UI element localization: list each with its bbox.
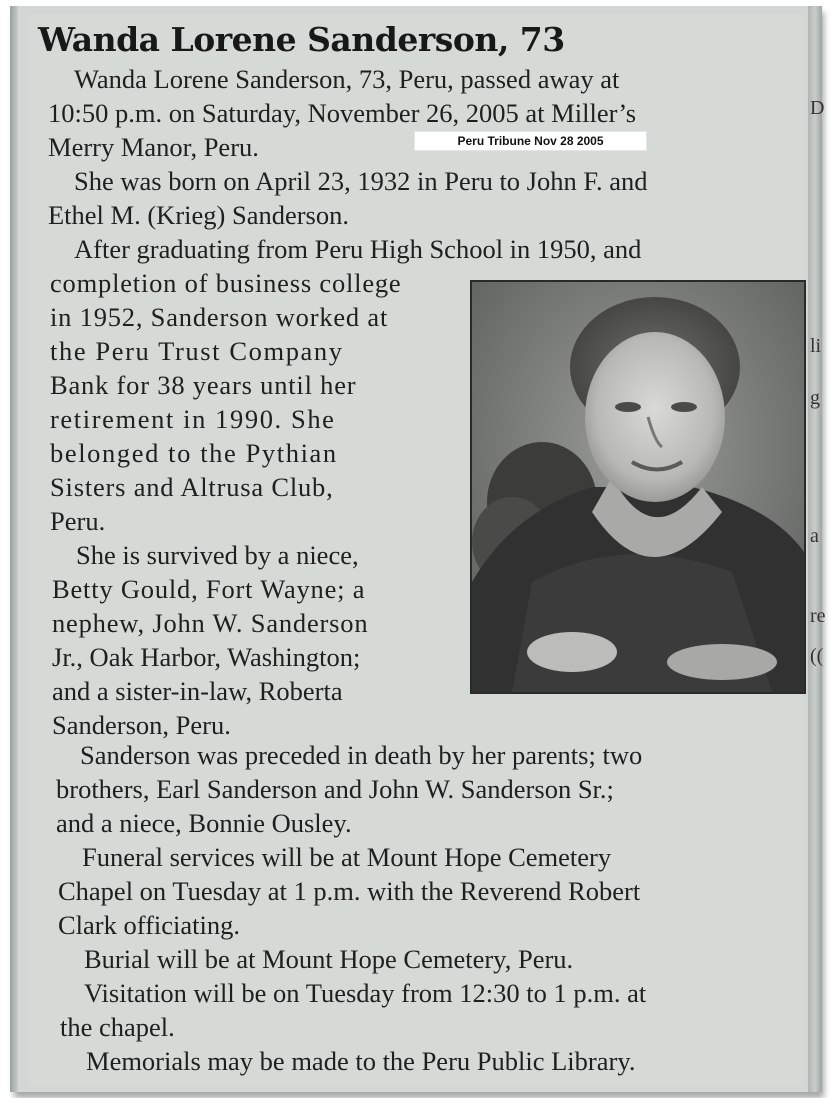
paragraph-line: Memorials may be made to the Peru Public Library.	[86, 1046, 636, 1076]
paragraph-line: Funeral services will be at Mount Hope Cemetery	[82, 842, 612, 872]
paragraph-line: Ethel M. (Krieg) Sanderson.	[48, 200, 349, 230]
paragraph-line: nephew, John W. Sanderson	[52, 608, 369, 638]
paragraph-line: completion of business college	[50, 268, 402, 298]
paragraph-line: the Peru Trust Company	[50, 336, 344, 366]
adjacent-column-edge	[808, 6, 826, 1092]
paragraph-line: 10:50 p.m. on Saturday, November 26, 2005 at Miller’s	[48, 98, 637, 128]
obituary-headline: Wanda Lorene Sanderson, 73	[38, 20, 565, 59]
edge-fragment: li	[810, 335, 822, 357]
source-tag: Peru Tribune Nov 28 2005	[414, 131, 647, 151]
paragraph-line: Wanda Lorene Sanderson, 73, Peru, passed away at	[74, 64, 620, 94]
paragraph-line: and a sister-in-law, Roberta	[52, 676, 343, 706]
paragraph-line: belonged to the Pythian	[50, 438, 338, 468]
paragraph-line: retirement in 1990. She	[50, 404, 336, 434]
paragraph-line: After graduating from Peru High School in 1950, and	[74, 234, 642, 264]
paragraph-line: Visitation will be on Tuesday from 12:30 to 1 p.m. at	[84, 978, 647, 1008]
edge-fragment: re	[810, 605, 826, 627]
paragraph-line: in 1952, Sanderson worked at	[50, 302, 389, 332]
paragraph-line: Clark officiating.	[58, 910, 241, 940]
clipping-photo	[10, 6, 826, 1092]
paragraph-line: Sanderson was preceded in death by her parents; two	[80, 740, 643, 770]
portrait-photo	[470, 280, 806, 694]
paragraph-line: Burial will be at Mount Hope Cemetery, Peru.	[84, 944, 574, 974]
edge-fragment: ((	[810, 645, 824, 667]
paragraph-line: Chapel on Tuesday at 1 p.m. with the Reverend Robert	[58, 876, 641, 906]
paragraph-line: Bank for 38 years until her	[50, 370, 357, 400]
paragraph-line: Merry Manor, Peru.	[48, 132, 259, 162]
paragraph-line: Betty Gould, Fort Wayne; a	[52, 574, 366, 604]
paragraph-line: Sisters and Altrusa Club,	[50, 472, 334, 502]
paragraph-line: and a niece, Bonnie Ousley.	[56, 808, 352, 838]
edge-fragment: a	[810, 525, 819, 547]
portrait-image	[472, 282, 804, 692]
paragraph-line: Peru.	[50, 506, 106, 536]
paragraph-line: brothers, Earl Sanderson and John W. Sanderson Sr.;	[56, 774, 614, 804]
obituary-clipping	[28, 14, 804, 1086]
paragraph-line: the chapel.	[60, 1012, 175, 1042]
paragraph-line: She was born on April 23, 1932 in Peru to John F. and	[74, 166, 648, 196]
edge-fragment: D	[810, 97, 825, 119]
paragraph-line: Jr., Oak Harbor, Washington;	[52, 642, 361, 672]
left-page-edge	[10, 6, 18, 1092]
paragraph-line: Sanderson, Peru.	[52, 710, 231, 740]
edge-fragment: g	[810, 387, 820, 409]
paragraph-line: She is survived by a niece,	[76, 540, 359, 570]
